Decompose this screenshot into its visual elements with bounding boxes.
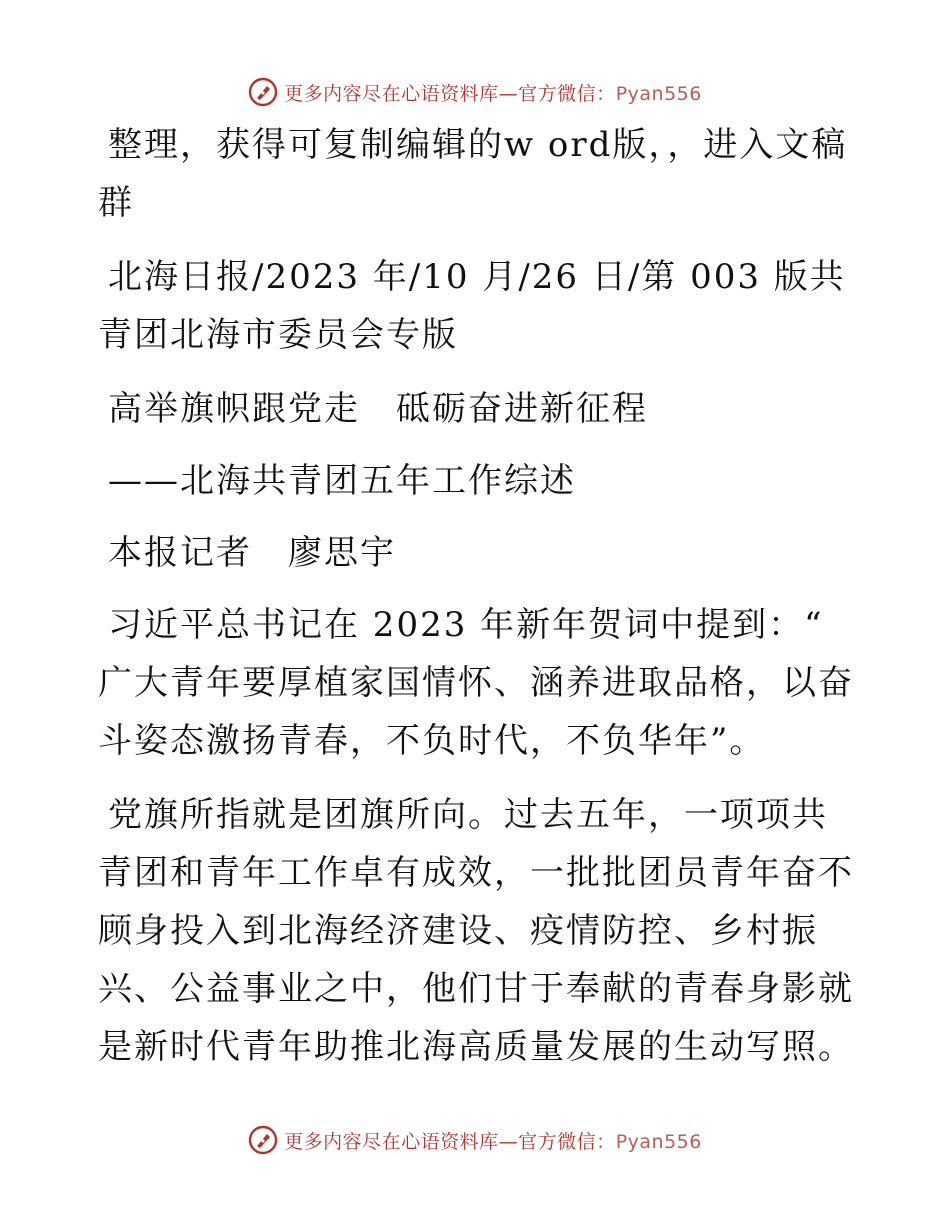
watermark-wechat-label: 官方微信：: [518, 1130, 616, 1153]
watermark-dash: —: [498, 82, 519, 105]
watermark-text: [284, 1127, 702, 1154]
watermark-wechat-label: 官方微信：: [518, 82, 616, 105]
watermark-wechat-id: Pyan556: [615, 82, 702, 105]
footer-watermark-banner: [0, 1120, 950, 1160]
article-paragraph-1: 习近平总书记在 2023 年新年贺词中提到：“ 广大青年要厚植家国情怀、涵养进取品格，以奋斗姿态激扬青春，不负时代，不负华年”。: [98, 605, 854, 761]
article-subheadline: ——北海共青团五年工作综述: [108, 461, 576, 501]
watermark-text: [284, 79, 702, 106]
article-headline: 高举旗帜跟党走 砥砺奋进新征程: [108, 389, 648, 429]
source-line: 北海日报/2023 年/10 月/26 日/第 003 版共青团北海市委员会专版: [98, 257, 846, 355]
article-paragraph-2: 党旗所指就是团旗所向。过去五年，一项项共青团和青年工作卓有成效，一批批团员青年奋不顾身投入到北海经济建设、疫情防控、乡村振兴、公益事业之中，他们甘于奉献的青春身影就是新时代青年助推北海高质量发展的生动写照。: [98, 795, 854, 1067]
watermark-slogan: 更多内容尽在心语资料库: [284, 1130, 499, 1153]
intro-text: 整理，获得可复制编辑的w ord版，，进入文稿群: [98, 125, 848, 223]
document-body: [98, 116, 858, 1092]
watermark-slogan: 更多内容尽在心语资料库: [284, 82, 499, 105]
watermark-dash: —: [498, 1130, 519, 1153]
header-watermark-banner: [0, 72, 950, 112]
pen-nib-seal-icon: [248, 77, 278, 107]
article-byline: 本报记者 廖思宇: [108, 533, 396, 573]
watermark-wechat-id: Pyan556: [615, 1130, 702, 1153]
pen-nib-seal-icon: [248, 1125, 278, 1155]
